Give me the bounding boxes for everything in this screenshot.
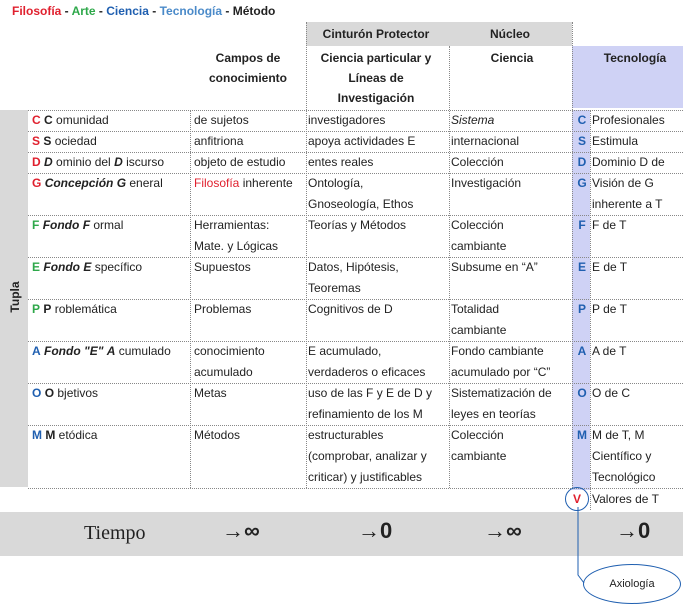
ciencia-particular-header [306,48,446,108]
term-rest: omunidad [52,113,109,127]
table-row [28,131,683,153]
connector-line [578,507,584,583]
tupla-term [32,299,117,320]
tecnologia-letter: M [577,428,587,442]
cinturon-cell [308,257,399,299]
table-row [28,257,683,300]
tecnologia-cell [592,131,638,152]
tecnologia-letter: D [577,155,587,169]
cinturon-line: E acumulado, [308,344,382,358]
valores-text: Valores de T [592,492,659,506]
nucleo-cell [451,131,519,152]
cinturon-line: Teorías y Métodos [308,218,407,232]
term-initial: M [45,428,56,442]
cinturon-cell [308,425,427,488]
nucleo-line: cambiante [451,323,507,337]
tecnologia-line: Tecnológico [592,470,656,484]
term-initial: P [43,302,52,316]
cinturon-line: verdaderos o eficaces [308,365,426,379]
cinturon-cell [308,173,413,215]
tupla-letter: C [32,113,41,127]
tecnologia-line: A de T [592,344,627,358]
nucleo-line: acumulado por “C” [451,365,551,379]
nucleo-cell [451,110,494,131]
nucleo-line: internacional [451,134,520,148]
limit-tecnologia: →0 [616,518,651,543]
tupla-term [32,152,164,173]
campo-cell [194,341,265,383]
tupla-letter: O [32,386,42,400]
campos-header [196,48,300,88]
table-row [28,425,683,489]
tecnologia-letter: O [577,386,587,400]
campo-line: Mate. y Lógicas [194,239,279,253]
tecnologia-line: Dominio D de [592,155,665,169]
nucleo-line: cambiante [451,239,507,253]
tecnologia-line: E de T [592,260,628,274]
nucleo-line: Subsume en “A” [451,260,538,274]
tecnologia-line: P de T [592,302,627,316]
campo-line: acumulado [194,365,253,379]
tecnologia-letter: F [578,218,586,232]
tupla-letter: A [32,344,41,358]
nucleo-line: Colección [451,428,504,442]
limit-nucleo: →∞ [484,518,522,543]
term-initial: D [114,155,123,169]
tecnologia-header: Tecnología [603,51,667,65]
tupla-term [32,215,123,236]
title-filosofia: Filosofía [12,4,62,18]
title-arte: Arte [71,4,96,18]
tecnologia-line: Visión de G [592,176,654,190]
tupla-term [32,383,98,404]
tupla-letter: M [32,428,42,442]
table-row [28,173,683,216]
cinturon-cell [308,341,425,383]
campo-line: de sujetos [194,113,249,127]
campo-text: inherente [239,176,293,190]
nucleo-line: Totalidad [451,302,500,316]
campo-line: anfitriona [194,134,244,148]
tecnologia-line: Estimula [592,134,639,148]
cinturon-cell [308,131,415,152]
ciencia-particular-line: Ciencia particular y [320,51,432,65]
tecnologia-cell [592,110,665,131]
title-separator: - [95,4,107,18]
cinturon-line: Gnoseología, Ethos [308,197,414,211]
campo-cell [194,152,285,173]
campo-cell [194,383,227,404]
term-initial: A [106,344,116,358]
cinturon-cell [308,215,406,236]
term-rest: eneral [126,176,163,190]
campo-cell [194,425,240,446]
table-row [28,110,683,132]
term-initial: D [44,155,53,169]
campo-line: conocimiento [194,344,265,358]
tupla-letter: E [32,260,41,274]
tupla-term [32,341,171,362]
cinturon-cell [308,152,373,173]
title-separator: - [222,4,233,18]
tecnologia-line: F de T [592,218,627,232]
term-rest: ominio del [52,155,115,169]
tecnologia-letter: C [577,113,587,127]
tupla-term [32,131,97,152]
nucleo-cell [451,257,538,278]
nucleo-cell [451,173,521,194]
campo-line: Supuestos [194,260,251,274]
cinturon-line: Ontología, [308,176,364,190]
campo-line: Problemas [194,302,252,316]
term-prefix: Fondo [42,218,80,232]
campos-header-line: Campos de [215,51,281,65]
cinturon-line: criticar) y justificables [308,470,423,484]
nucleo-line: cambiante [451,449,507,463]
campo-line: objeto de estudio [194,155,286,169]
tupla-term [32,425,97,446]
ciencia-particular-line: Líneas de [348,71,404,85]
term-rest: specífico [91,260,143,274]
term-initial: S [43,134,52,148]
tecnologia-letter: E [577,260,586,274]
term-rest: roblemática [51,302,117,316]
tecnologia-letter: P [577,302,586,316]
tupla-term [32,257,142,278]
nucleo-line: Sistematización de [451,386,552,400]
term-initial: E [83,260,92,274]
nucleo-line: Investigación [451,176,522,190]
campo-cell [194,131,243,152]
term-rest: iscurso [122,155,165,169]
title-tecnologia: Tecnología [159,4,223,18]
campo-cell [194,299,251,320]
term-rest: bjetivos [54,386,99,400]
term-rest: cumulado [115,344,171,358]
term-initial: G [116,176,127,190]
term-rest: ociedad [51,134,97,148]
nucleo-line: leyes en teorías [451,407,536,421]
table-row [28,299,683,342]
tupla-term [32,173,163,194]
cinturon-line: refinamiento de los M [308,407,423,421]
cinturon-line: entes reales [308,155,374,169]
page-title [12,4,275,18]
table-row [28,152,683,174]
tecnologia-line: Científico y [592,449,652,463]
title-separator: - [148,4,160,18]
term-prefix: Fondo [43,260,81,274]
title-separator: - [61,4,72,18]
tecnologia-line: M de T, M [592,428,645,442]
nucleo-cell [451,341,550,383]
tupla-letter: S [32,134,41,148]
cinturon-line: apoya actividades E [308,134,416,148]
tecnologia-cell [592,152,665,173]
table-row [28,341,683,384]
tupla-letter: D [32,155,41,169]
tupla-letter: F [32,218,40,232]
cinturon-line: Datos, Hipótesis, [308,260,399,274]
tupla-term [32,110,109,131]
nucleo-cell [451,215,506,257]
nucleo-cell [451,383,552,425]
cinturon-cell [308,383,432,425]
campo-line: Herramientas: [194,218,270,232]
tecnologia-cell [592,341,626,362]
cinturon-line: estructurables [308,428,384,442]
tecnologia-cell [592,257,627,278]
table-row [28,215,683,258]
tecnologia-cell [592,173,663,215]
campo-highlight: Filosofía [194,176,240,190]
cinturon-line: (comprobar, analizar y [308,449,427,463]
tecnologia-line: Profesionales [592,113,665,127]
campo-cell [194,215,278,257]
tupla-letter: G [32,176,42,190]
term-initial: C [44,113,53,127]
tecnologia-letter: S [577,134,586,148]
title-ciencia: Ciencia [106,4,149,18]
campo-line: Metas [194,386,227,400]
cinturon-line: Cognitivos de D [308,302,393,316]
tecnologia-line: inherente a T [592,197,663,211]
axiologia-ellipse: Axiología [583,564,681,604]
nucleo-line: Colección [451,218,504,232]
term-rest: ormal [90,218,124,232]
ciencia-particular-line: Investigación [337,91,415,105]
tecnologia-letter: A [577,344,587,358]
tiempo-label: Tiempo [84,522,146,544]
tecnologia-cell [592,425,655,488]
tecnologia-letter: G [577,176,587,190]
term-rest: etódica [55,428,98,442]
term-initial: O [44,386,55,400]
title-metodo: Método [232,4,276,18]
term-initial: F [82,218,91,232]
term-prefix: Fondo "E" [44,344,104,358]
nucleo-line: Colección [451,155,504,169]
tupla-label: Tupla [8,281,22,313]
campo-cell [194,173,293,194]
nucleo-line: Sistema [451,113,495,127]
valores-letter: V [565,487,589,511]
limit-cinturon: →0 [358,518,393,543]
tupla-letter: P [32,302,41,316]
tecnologia-cell [592,383,630,404]
cinturon-header: Cinturón Protector [322,27,430,41]
tecnologia-cell [592,299,627,320]
tecnologia-line: O de C [592,386,631,400]
cinturon-line: Teoremas [308,281,361,295]
nucleo-cell [451,425,506,467]
cinturon-cell [308,110,385,131]
term-prefix: Concepción [44,176,114,190]
cinturon-cell [308,299,393,320]
nucleo-line: Fondo cambiante [451,344,544,358]
cinturon-line: uso de las F y E de D y [308,386,433,400]
campo-cell [194,110,249,131]
nucleo-cell [451,152,504,173]
nucleo-header: Núcleo [489,27,530,41]
campos-header-line: conocimiento [208,71,287,85]
campo-cell [194,257,251,278]
tecnologia-cell [592,215,626,236]
nucleo-cell [451,299,506,341]
limit-campos: →∞ [222,518,260,543]
campo-line: Métodos [194,428,241,442]
table-row [28,383,683,426]
ciencia-header: Ciencia [490,51,534,65]
cinturon-line: investigadores [308,113,386,127]
